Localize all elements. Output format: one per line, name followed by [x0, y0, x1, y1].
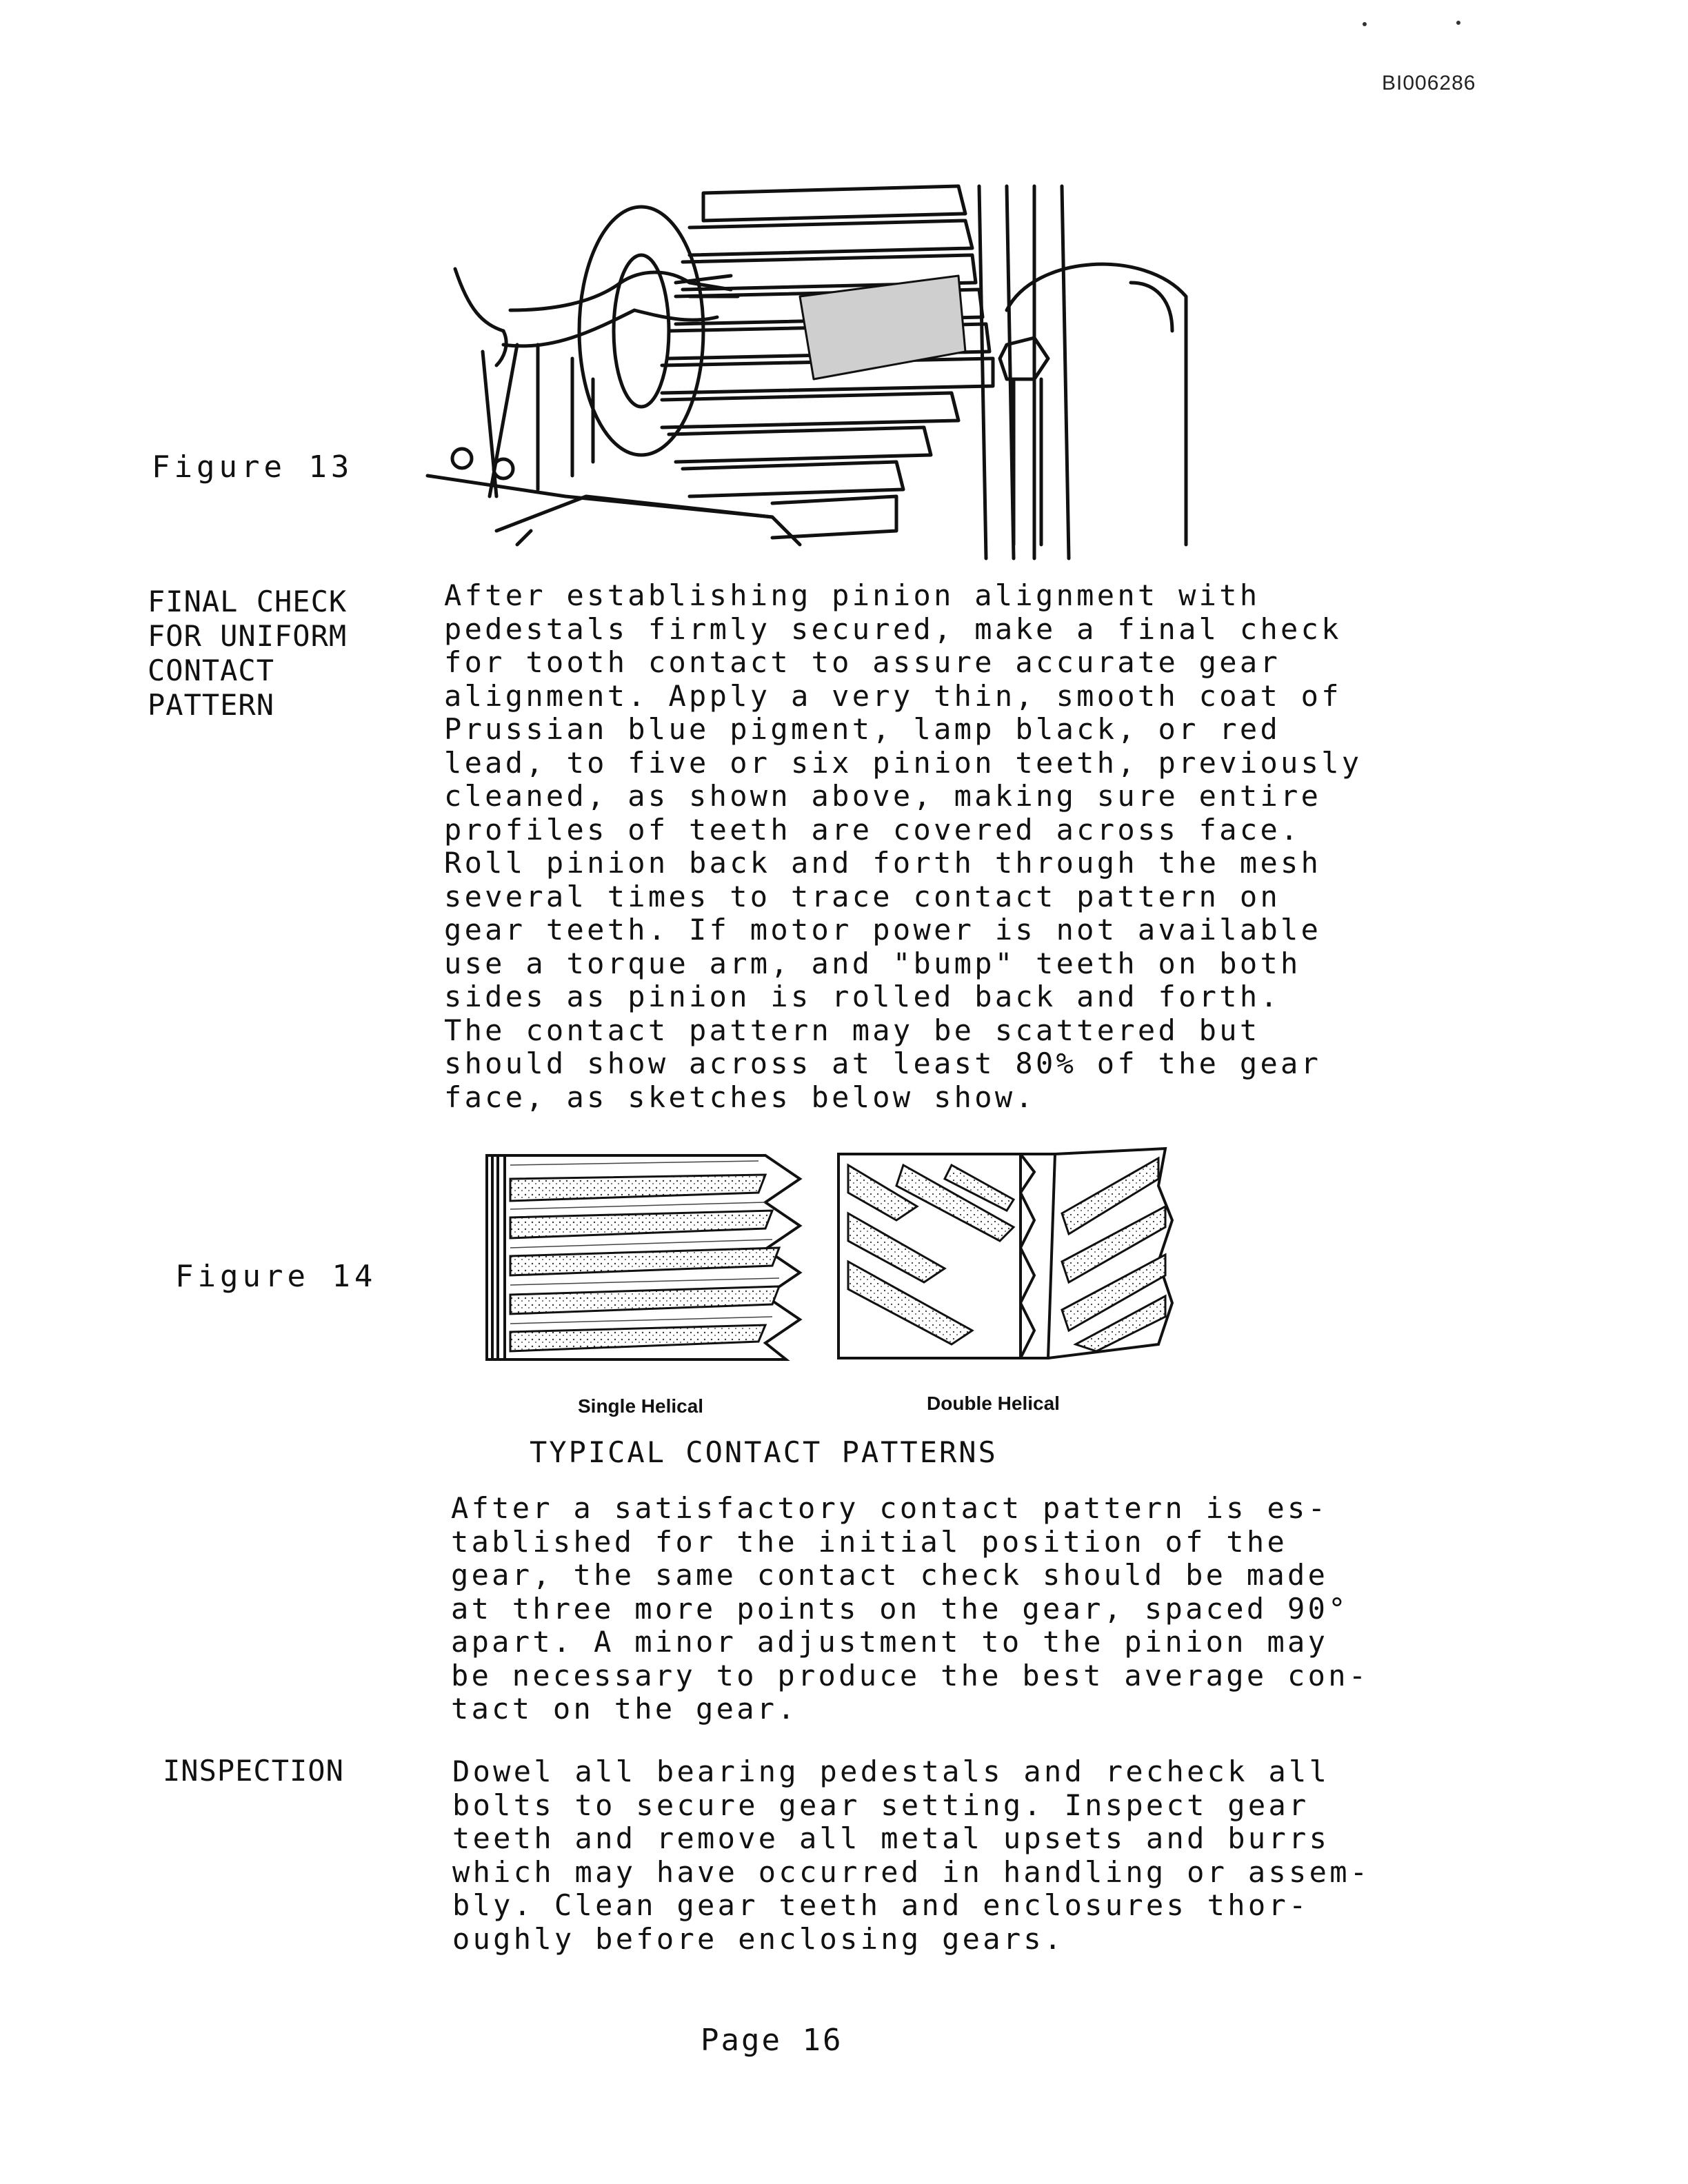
paragraph-line: alignment. Apply a very thin, smooth coat of — [444, 678, 1342, 713]
paragraph-line: Roll pinion back and forth through the mesh — [444, 846, 1322, 880]
scan-speck — [1363, 22, 1367, 26]
paragraph-line: The contact pattern may be scattered but — [444, 1013, 1260, 1047]
double-helical-label: Double Helical — [927, 1393, 1060, 1414]
contact-check-paragraph — [451, 1492, 1369, 1726]
paragraph-line: use a torque arm, and "bump" teeth on both — [444, 946, 1301, 980]
paragraph-line: Dowel all bearing pedestals and recheck all — [452, 1755, 1330, 1788]
paragraph-line: pedestals firmly secured, make a final check — [444, 611, 1342, 646]
section-label-line: FOR UNIFORM — [148, 619, 348, 653]
paragraph-line: bolts to secure gear setting. Inspect gear — [452, 1788, 1309, 1822]
figure-13-illustration — [414, 172, 1241, 558]
paragraph-line: tact on the gear. — [451, 1692, 798, 1726]
inspection-paragraph — [452, 1755, 1370, 1956]
paragraph-line: gear teeth. If motor power is not available — [444, 913, 1322, 947]
paragraph-line: bly. Clean gear teeth and enclosures thor- — [452, 1888, 1309, 1922]
section-label-line: CONTACT — [148, 654, 275, 687]
paragraph-line: teeth and remove all metal upsets and burrs — [452, 1821, 1330, 1855]
figure-14-title: TYPICAL CONTACT PATTERNS — [530, 1435, 998, 1469]
single-helical-pattern-sketch — [483, 1151, 807, 1365]
paragraph-line: After establishing pinion alignment with — [444, 578, 1260, 612]
section-label-line: PATTERN — [148, 688, 275, 722]
figure-14-caption: Figure 14 — [175, 1259, 377, 1294]
paragraph-line: profiles of teeth are covered across face. — [444, 812, 1301, 847]
paragraph-line: be necessary to produce the best average con- — [451, 1658, 1369, 1692]
figure-13-caption: Figure 13 — [152, 449, 354, 485]
single-helical-label: Single Helical — [578, 1395, 704, 1417]
paragraph-line: gear, the same contact check should be made — [451, 1558, 1329, 1592]
paragraph-line: lead, to five or six pinion teeth, previously — [444, 745, 1363, 780]
final-check-paragraph — [444, 579, 1362, 1114]
paragraph-line: which may have occurred in handling or assem- — [452, 1854, 1371, 1889]
paragraph-line: cleaned, as shown above, making sure entire — [444, 779, 1322, 813]
paragraph-line: should show across at least 80% of the gear — [444, 1046, 1322, 1080]
paragraph-line: tablished for the initial position of the — [451, 1524, 1288, 1559]
paragraph-line: at three more points on the gear, spaced 90° — [451, 1591, 1349, 1626]
paragraph-line: apart. A minor adjustment to the pinion may — [451, 1625, 1329, 1659]
section-label-inspection: INSPECTION — [163, 1754, 344, 1788]
paragraph-line: After a satisfactory contact pattern is es- — [451, 1491, 1329, 1525]
paragraph-line: sides as pinion is rolled back and forth. — [444, 980, 1281, 1013]
paragraph-line: Prussian blue pigment, lamp black, or red — [444, 712, 1281, 746]
paragraph-line: face, as sketches below show. — [444, 1080, 1036, 1114]
paragraph-line: oughly before enclosing gears. — [452, 1921, 1065, 1956]
paragraph-line: for tooth contact to assure accurate gear — [444, 645, 1281, 679]
scan-speck — [1456, 21, 1460, 25]
section-label-final-check — [148, 585, 347, 722]
paragraph-line: several times to trace contact pattern on — [444, 879, 1281, 913]
page-number: Page 16 — [701, 2023, 843, 2058]
section-label-line: FINAL CHECK — [148, 585, 348, 618]
document-id: BI006286 — [1382, 72, 1476, 94]
double-helical-pattern-sketch — [834, 1144, 1179, 1365]
